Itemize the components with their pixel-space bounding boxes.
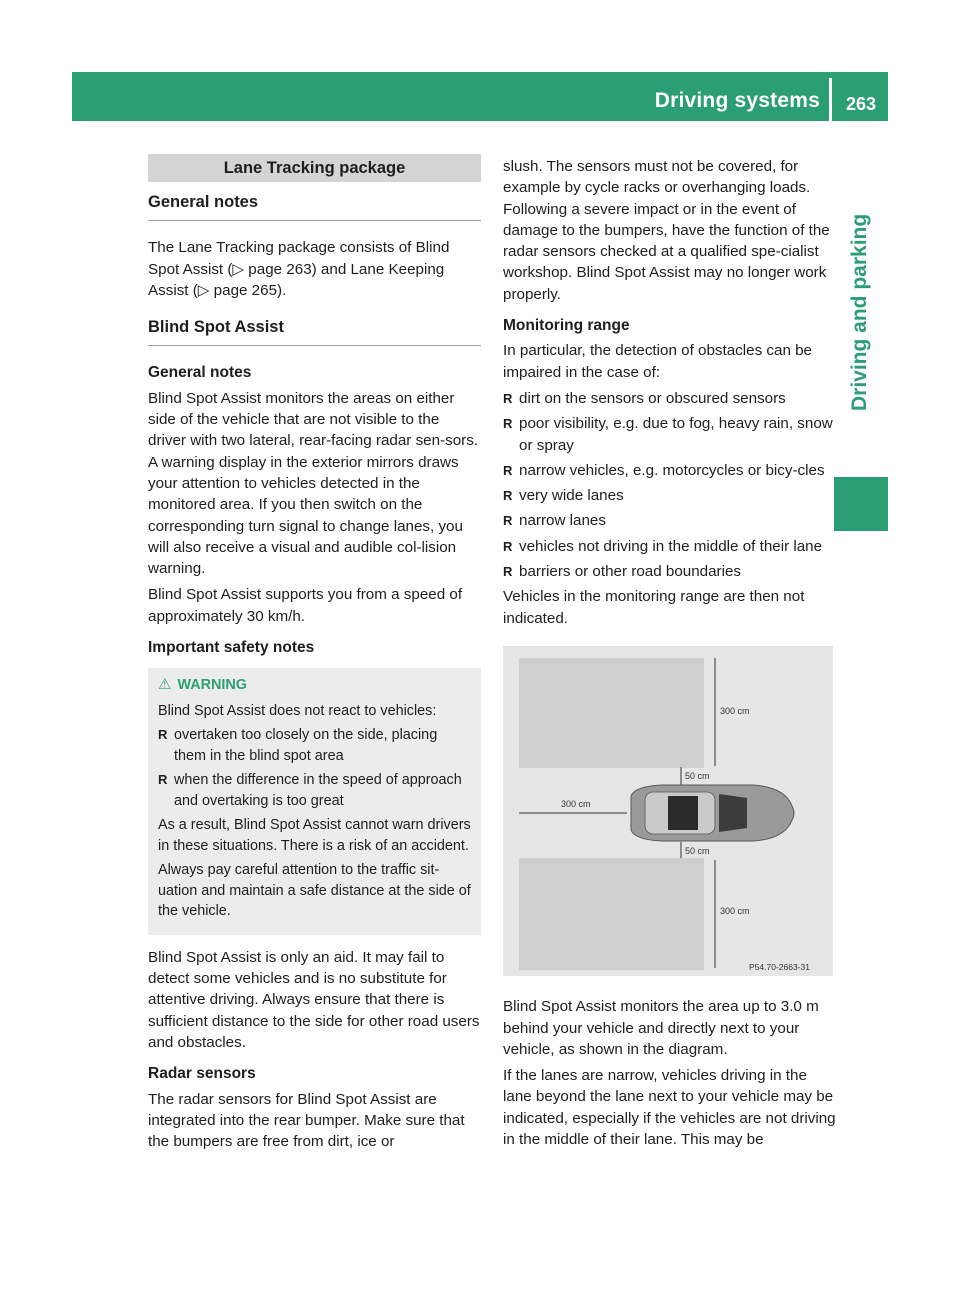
warning-bullet: R overtaken too closely on the side, placing them in the blind spot area <box>158 725 471 766</box>
bsa-general-heading: General notes <box>148 364 252 382</box>
left-column <box>148 150 481 1158</box>
monitoring-bullet: R poor visibility, e.g. due to fog, heavy rain, snow or spray <box>503 413 836 456</box>
monitoring-heading: Monitoring range <box>503 317 630 335</box>
section-title: Driving systems <box>654 89 820 112</box>
monitoring-intro: In particular, the detection of obstacles can be impaired in the case of: <box>503 342 813 381</box>
label-300-top: 300 cm <box>720 705 750 716</box>
vehicle-top-view <box>631 785 794 841</box>
radar-continued-text: slush. The sensors must not be covered, for example by cycle racks or overhanging loads. Following a severe impact or in the event of damage to the bumpers, have the function of the radar sensors checked at a qualified spe-cialist workshop. Blind Spot Assist may no longer work properly. <box>503 158 830 303</box>
side-tab-marker <box>834 477 888 531</box>
warning-title: WARNING <box>177 677 248 694</box>
warning-intro: Blind Spot Assist does not react to vehicles: <box>158 702 437 719</box>
after-diagram-text-2: If the lanes are narrow, vehicles driving in the lane beyond the lane next to your vehicle may be indicated, especially if the vehicles are not driving in the middle of their lane. This may be <box>503 1067 836 1149</box>
monitoring-zone-bottom <box>519 858 704 970</box>
warning-box <box>148 668 481 935</box>
warning-advice: Always pay careful attention to the traffic sit-uation and maintain a safe distance at the side of the vehicle. <box>158 862 471 920</box>
radar-heading: Radar sensors <box>148 1065 256 1083</box>
label-300-left: 300 cm <box>561 798 591 809</box>
monitoring-range-diagram <box>503 646 833 976</box>
label-50-top: 50 cm <box>685 770 710 781</box>
general-notes-heading: General notes <box>148 192 481 221</box>
header-divider <box>829 78 832 121</box>
side-tab <box>834 121 888 521</box>
page-header <box>72 72 888 121</box>
monitoring-zone-top <box>519 658 704 768</box>
monitoring-outro: Vehicles in the monitoring range are then not indicated. <box>503 588 805 627</box>
warning-triangle-icon: ⚠ <box>158 676 172 694</box>
monitoring-bullet: R vehicles not driving in the middle of their lane <box>503 536 836 557</box>
general-notes-text: The Lane Tracking package consists of Blind Spot Assist (▷ page 263) and Lane Keeping Assist (▷ page 265). <box>148 239 450 299</box>
bsa-heading: Blind Spot Assist <box>148 317 481 346</box>
monitoring-bullet: R very wide lanes <box>503 485 836 506</box>
monitoring-bullet: R dirt on the sensors or obscured sensors <box>503 388 836 409</box>
monitoring-bullet: R barriers or other road boundaries <box>503 561 836 582</box>
monitoring-bullet: R narrow vehicles, e.g. motorcycles or bicy-cles <box>503 460 836 481</box>
warning-bullet: R when the difference in the speed of approach and overtaking is too great <box>158 770 471 811</box>
after-diagram-text-1: Blind Spot Assist monitors the area up to 3.0 m behind your vehicle and directly next to your vehicle, as shown in the diagram. <box>503 998 819 1058</box>
safety-heading: Important safety notes <box>148 639 315 657</box>
radar-text: The radar sensors for Blind Spot Assist are integrated into the rear bumper. Make sure that the bumpers are free from dirt, ice or <box>148 1090 465 1151</box>
right-column <box>503 156 836 1155</box>
bsa-general-text: Blind Spot Assist monitors the areas on either side of the vehicle that are not visible to the driver with two lateral, rear-facing radar sen-sors. A warning display in the exterior mirrors draws your attention to vehicles detected in the monitored area. If you then switch on the corresponding turn signal to change lanes, you will also receive a visual and audible col-lision warning. <box>148 389 479 578</box>
warning-title-row <box>158 675 471 696</box>
lane-tracking-heading: Lane Tracking package <box>148 154 481 182</box>
warning-consequence: As a result, Blind Spot Assist cannot warn drivers in these situations. There is a risk of an accident. <box>158 817 471 854</box>
page-number: 263 <box>845 94 876 114</box>
label-300-bottom: 300 cm <box>720 905 750 916</box>
label-50-bottom: 50 cm <box>685 845 710 856</box>
aid-text: Blind Spot Assist is only an aid. It may fail to detect some vehicles and is no substitute for attentive driving. Always ensure that there is sufficient distance to the side for other road users and obstacles. <box>148 948 480 1052</box>
diagram-code: P54.70-2663-31 <box>749 961 810 972</box>
bsa-speed-text: Blind Spot Assist supports you from a speed of approximately 30 km/h. <box>148 586 463 625</box>
monitoring-bullet: R narrow lanes <box>503 510 836 531</box>
side-tab-label: Driving and parking <box>848 213 871 411</box>
